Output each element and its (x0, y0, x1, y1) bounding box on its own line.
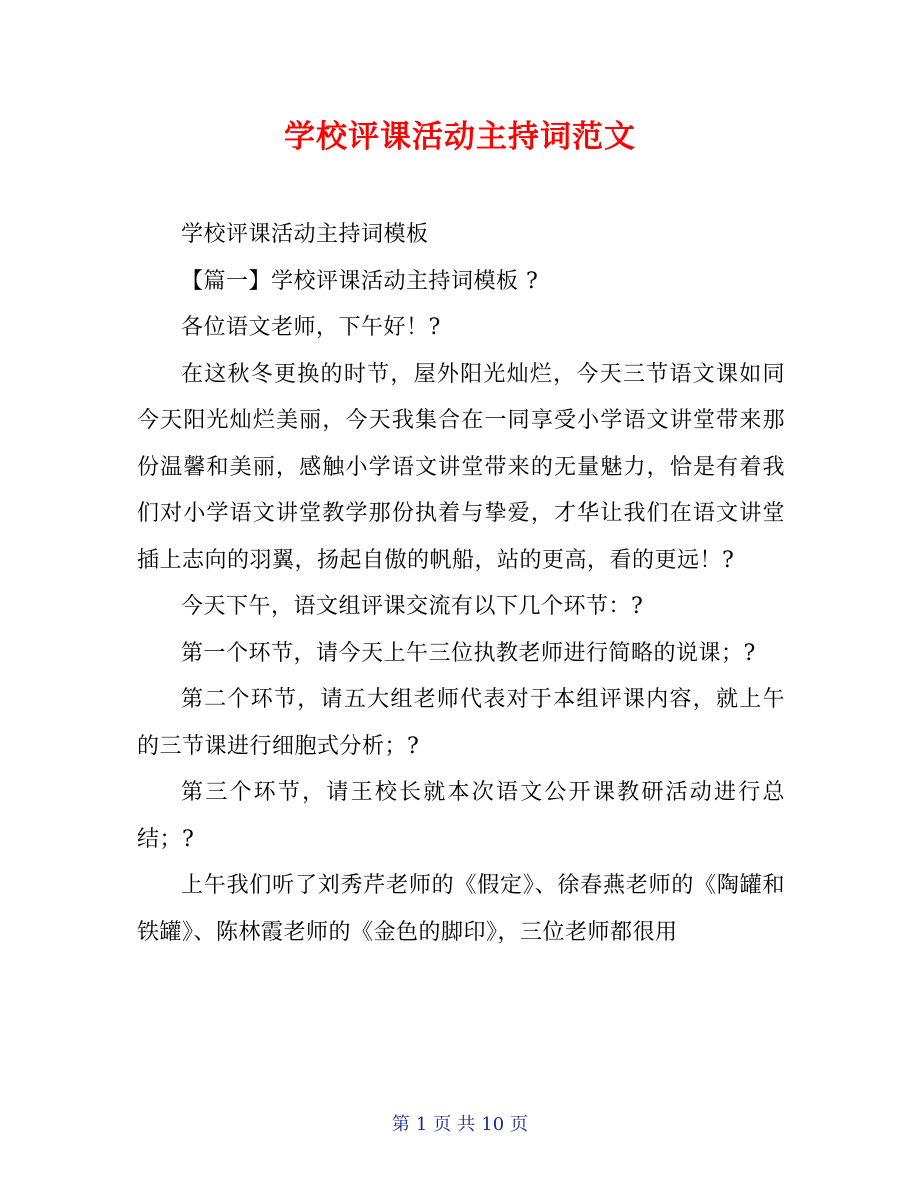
footer-total-pages: 10 (481, 1114, 505, 1135)
paragraph-opening: 在这秋冬更换的时节，屋外阳光灿烂，今天三节语文课如同今天阳光灿烂美丽，今天我集合在一同享受小学语文讲堂带来那份温馨和美丽，感触小学语文讲堂带来的无量魅力，恰是有着我们对小学语文讲堂教学那份执着与挚爱，才华让我们在语文讲堂插上志向的羽翼，扬起自傲的帆船，站的更高，看的更远！? (137, 361, 785, 573)
document-body (137, 212, 785, 956)
footer-label-total-unit: 页 (510, 1114, 529, 1135)
paragraph-agenda-intro: 今天下午，语文组评课交流有以下几个环节：? (181, 594, 644, 619)
footer-current-page: 1 (415, 1114, 428, 1135)
footer-label-total: 共 (457, 1114, 476, 1135)
footer-label-page: 第 (391, 1114, 410, 1135)
document-title: 学校评课活动主持词范文 (284, 119, 636, 155)
paragraph-review: 上午我们听了刘秀芹老师的《假定》、徐春燕老师的《陶罐和铁罐》、陈林霞老师的《金色的脚印》，三位老师都很用 (137, 873, 785, 945)
footer-label-page-unit: 页 (433, 1114, 452, 1135)
paragraph-agenda-item-1: 第一个环节，请今天上午三位执教老师进行简略的说课；? (181, 640, 756, 666)
paragraph-agenda-item-3: 第三个环节，请王校长就本次语文公开课教研活动进行总结；? (137, 780, 785, 852)
page-footer (0, 1110, 920, 1140)
paragraph-greeting: 各位语文老师，下午好！? (181, 315, 441, 340)
paragraph-section-heading: 【篇一】学校评课活动主持词模板 ? (181, 268, 539, 294)
paragraph-subtitle: 学校评课活动主持词模板 (181, 222, 429, 247)
paragraph-agenda-item-2: 第二个环节，请五大组老师代表对于本组评课内容，就上午的三节课进行细胞式分析；? (137, 687, 785, 759)
